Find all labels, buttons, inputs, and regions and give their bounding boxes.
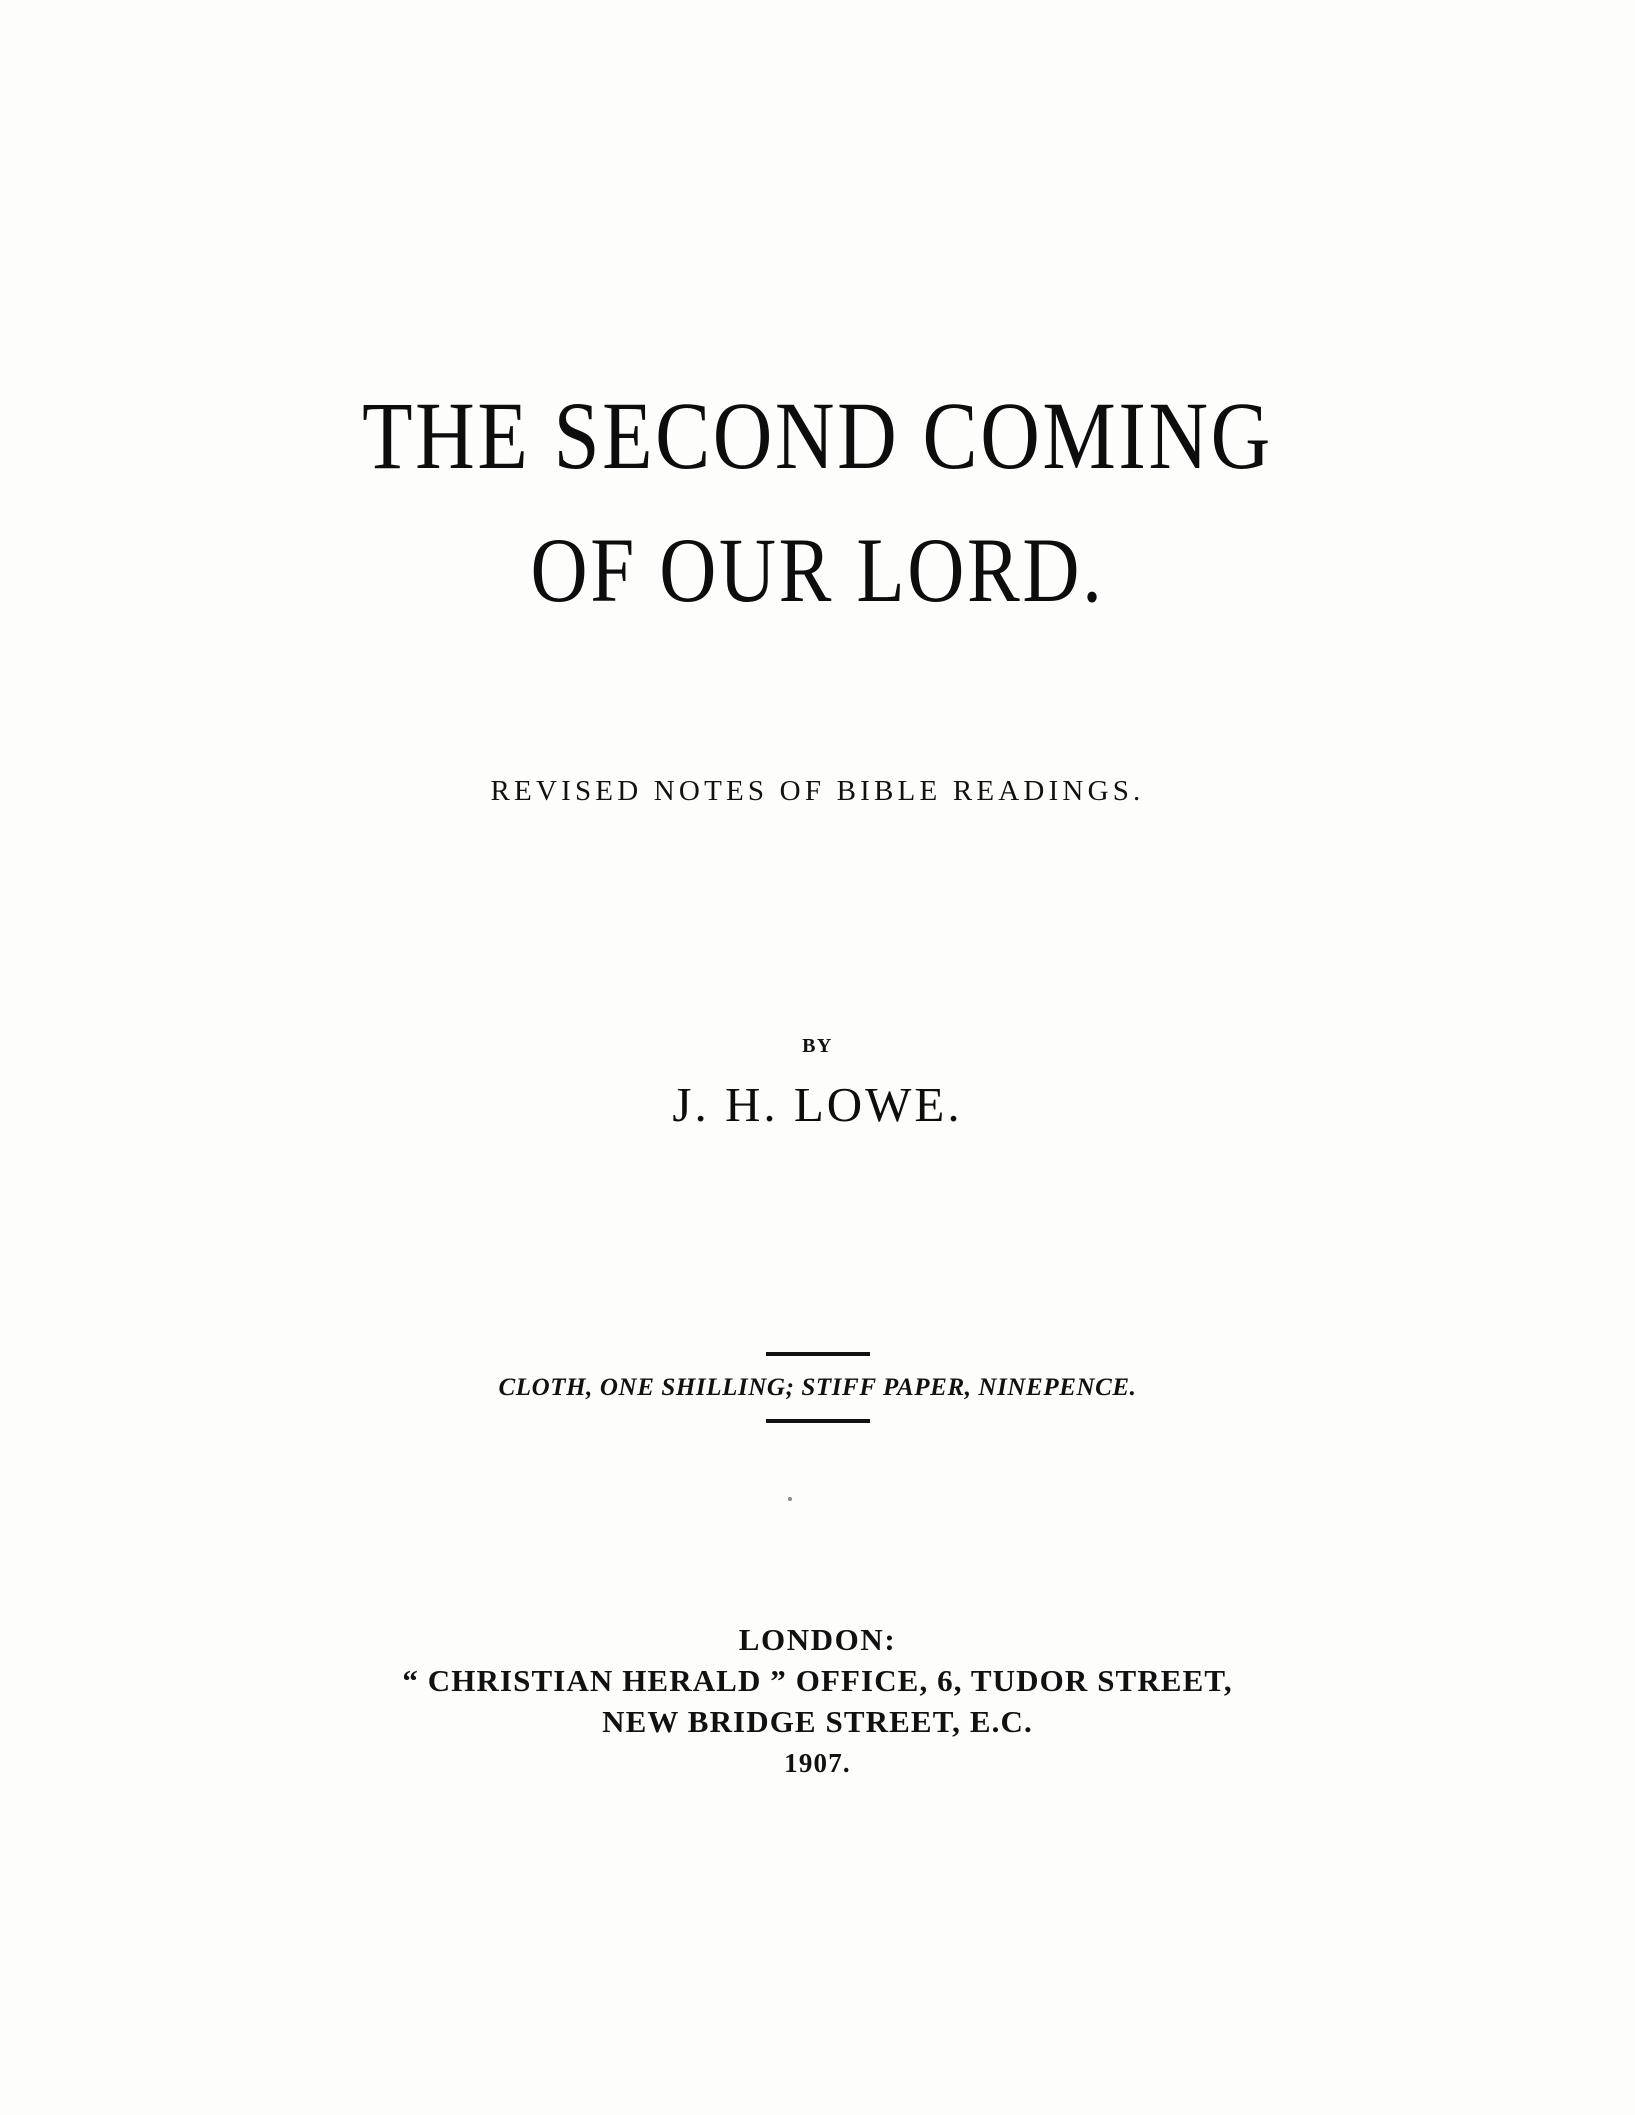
price-text: CLOTH, ONE SHILLING; STIFF PAPER, NINEPENCE. [498,1374,1137,1401]
author-name: J. H. LOWE. [672,1077,963,1132]
page-speck [788,1497,792,1501]
imprint-city: LONDON: [738,1622,897,1657]
imprint-office: “ CHRISTIAN HERALD ” OFFICE, 6, TUDOR STREET, [402,1662,1233,1698]
imprint-year: 1907. [784,1747,851,1778]
title-line-2: OF OUR LORD. [530,518,1105,621]
book-subtitle: REVISED NOTES OF BIBLE READINGS. [490,775,1145,807]
byline-label: BY [802,1035,833,1057]
publisher-imprint [0,1620,1635,1783]
divider-rule-bottom [766,1419,870,1423]
book-title [0,375,1635,630]
price-block [0,1352,1635,1423]
title-line-1: THE SECOND COMING [362,382,1273,489]
divider-rule-top [766,1352,870,1356]
imprint-street: NEW BRIDGE STREET, E.C. [602,1703,1033,1739]
